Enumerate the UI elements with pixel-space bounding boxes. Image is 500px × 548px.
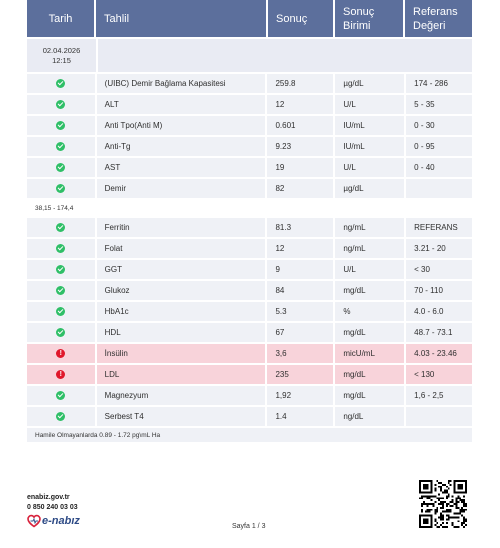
unit-cell: µg/dL	[335, 179, 404, 198]
test-name-cell: Anti-Tg	[97, 137, 266, 156]
result-cell: 5.3	[267, 302, 333, 321]
col-header-birim-line1: Sonuç	[343, 5, 375, 18]
reference-cell: 4.03 - 23.46	[406, 344, 472, 363]
logo-text: e-nabız	[42, 515, 80, 527]
status-cell	[27, 158, 95, 177]
check-circle-icon	[56, 307, 65, 316]
col-header-referans-line2: Değeri	[413, 19, 446, 32]
check-circle-icon	[56, 142, 65, 151]
page-number: Sayfa 1 / 3	[232, 523, 266, 530]
status-cell	[27, 74, 95, 93]
check-circle-icon	[56, 121, 65, 130]
unit-cell: U/L	[335, 95, 404, 114]
check-circle-icon	[56, 100, 65, 109]
result-cell: 67	[267, 323, 333, 342]
unit-cell: %	[335, 302, 404, 321]
date-value: 02.04.2026	[42, 45, 81, 55]
alert-icon: !	[56, 370, 65, 379]
table-row	[27, 407, 472, 426]
reference-cell: 70 - 110	[406, 281, 472, 300]
status-cell	[27, 137, 95, 156]
date-row-fill	[98, 39, 472, 72]
reference-cell: REFERANS	[406, 218, 472, 237]
status-cell	[27, 323, 95, 342]
check-circle-icon	[56, 184, 65, 193]
check-circle-icon	[56, 223, 65, 232]
status-cell	[27, 302, 95, 321]
reference-cell: 0 - 95	[406, 137, 472, 156]
test-name-cell: Glukoz	[97, 281, 266, 300]
test-name-cell: GGT	[97, 260, 266, 279]
status-cell	[27, 344, 95, 363]
result-cell: 12	[267, 95, 333, 114]
test-name-cell: HbA1c	[97, 302, 266, 321]
table-row	[27, 179, 472, 198]
col-header-referans	[405, 0, 472, 37]
reference-cell: < 130	[406, 365, 472, 384]
status-cell	[27, 365, 95, 384]
time-value: 12:15	[52, 55, 71, 65]
table-row	[27, 302, 472, 321]
site-link[interactable]: enabiz.gov.tr	[27, 494, 70, 501]
test-name-cell: ALT	[97, 95, 266, 114]
unit-cell: U/L	[335, 260, 404, 279]
rows-group-a	[27, 74, 472, 198]
reference-cell: 3.21 - 20	[406, 239, 472, 258]
check-circle-icon	[56, 244, 65, 253]
alert-icon: !	[56, 349, 65, 358]
date-row	[27, 39, 472, 72]
check-circle-icon	[56, 286, 65, 295]
unit-cell: IU/mL	[335, 116, 404, 135]
phone-number: 0 850 240 03 03	[27, 504, 78, 511]
unit-cell: ng/mL	[335, 218, 404, 237]
reference-cell: 48.7 - 73.1	[406, 323, 472, 342]
result-cell: 3,6	[267, 344, 333, 363]
col-header-birim-line2: Birimi	[343, 19, 371, 32]
footnote: Hamile Olmayanlarda 0.89 - 1.72 pg\mL Ha	[27, 428, 472, 442]
table-row	[27, 323, 472, 342]
table-row	[27, 365, 472, 384]
result-cell: 9	[267, 260, 333, 279]
col-header-sonuc: Sonuç	[268, 0, 335, 37]
reference-cell: 1,6 - 2,5	[406, 386, 472, 405]
demir-reference-note: 38,15 - 174,4	[35, 205, 74, 212]
result-cell: 259.8	[267, 74, 333, 93]
qr-code-icon	[419, 480, 467, 528]
table-row	[27, 74, 472, 93]
test-name-cell: Anti Tpo(Anti M)	[97, 116, 266, 135]
result-cell: 1,92	[267, 386, 333, 405]
unit-cell: mg/dL	[335, 281, 404, 300]
rows-group-b	[27, 218, 472, 426]
result-cell: 1.4	[267, 407, 333, 426]
unit-cell: ng/mL	[335, 239, 404, 258]
table-row	[27, 137, 472, 156]
test-name-cell: Ferritin	[97, 218, 266, 237]
enabiz-logo	[27, 514, 80, 528]
status-cell	[27, 179, 95, 198]
col-header-referans-line1: Referans	[413, 5, 458, 18]
test-name-cell: (UIBC) Demir Bağlama Kapasitesi	[97, 74, 266, 93]
reference-cell: 4.0 - 6.0	[406, 302, 472, 321]
reference-cell: 0 - 40	[406, 158, 472, 177]
reference-cell: 0 - 30	[406, 116, 472, 135]
unit-cell: ng/dL	[335, 407, 404, 426]
table-row	[27, 218, 472, 237]
result-cell: 12	[267, 239, 333, 258]
result-cell: 0.601	[267, 116, 333, 135]
status-cell	[27, 260, 95, 279]
date-cell	[27, 39, 96, 72]
table-row	[27, 386, 472, 405]
page-footer	[0, 480, 500, 548]
unit-cell: mg/dL	[335, 365, 404, 384]
table-row	[27, 344, 472, 363]
result-cell: 81.3	[267, 218, 333, 237]
unit-cell: micU/mL	[335, 344, 404, 363]
result-cell: 82	[267, 179, 333, 198]
table-row	[27, 260, 472, 279]
test-name-cell: AST	[97, 158, 266, 177]
result-cell: 84	[267, 281, 333, 300]
check-circle-icon	[56, 163, 65, 172]
test-name-cell: Folat	[97, 239, 266, 258]
table-row	[27, 239, 472, 258]
table-row	[27, 281, 472, 300]
status-cell	[27, 386, 95, 405]
reference-cell	[406, 179, 472, 198]
reference-cell: < 30	[406, 260, 472, 279]
check-circle-icon	[56, 391, 65, 400]
test-name-cell: İnsülin	[97, 344, 266, 363]
check-circle-icon	[56, 265, 65, 274]
status-cell	[27, 407, 95, 426]
check-circle-icon	[56, 328, 65, 337]
table-row	[27, 116, 472, 135]
unit-cell: U/L	[335, 158, 404, 177]
status-cell	[27, 95, 95, 114]
unit-cell: mg/dL	[335, 323, 404, 342]
reference-cell: 174 - 286	[406, 74, 472, 93]
unit-cell: mg/dL	[335, 386, 404, 405]
result-cell: 9.23	[267, 137, 333, 156]
status-cell	[27, 218, 95, 237]
col-header-tarih: Tarih	[27, 0, 96, 37]
unit-cell: IU/mL	[335, 137, 404, 156]
heart-logo-icon	[27, 514, 41, 528]
test-name-cell: Magnezyum	[97, 386, 266, 405]
table-row	[27, 158, 472, 177]
result-cell: 19	[267, 158, 333, 177]
col-header-tahlil: Tahlil	[96, 0, 268, 37]
result-cell: 235	[267, 365, 333, 384]
test-name-cell: Demir	[97, 179, 266, 198]
reference-cell: 5 - 35	[406, 95, 472, 114]
table-row	[27, 95, 472, 114]
check-circle-icon	[56, 412, 65, 421]
status-cell	[27, 116, 95, 135]
test-name-cell: LDL	[97, 365, 266, 384]
table-header	[27, 0, 472, 37]
test-name-cell: Serbest T4	[97, 407, 266, 426]
reference-cell	[406, 407, 472, 426]
status-cell	[27, 239, 95, 258]
status-cell	[27, 281, 95, 300]
col-header-birim	[335, 0, 405, 37]
test-name-cell: HDL	[97, 323, 266, 342]
unit-cell: µg/dL	[335, 74, 404, 93]
results-table	[27, 0, 472, 442]
check-circle-icon	[56, 79, 65, 88]
